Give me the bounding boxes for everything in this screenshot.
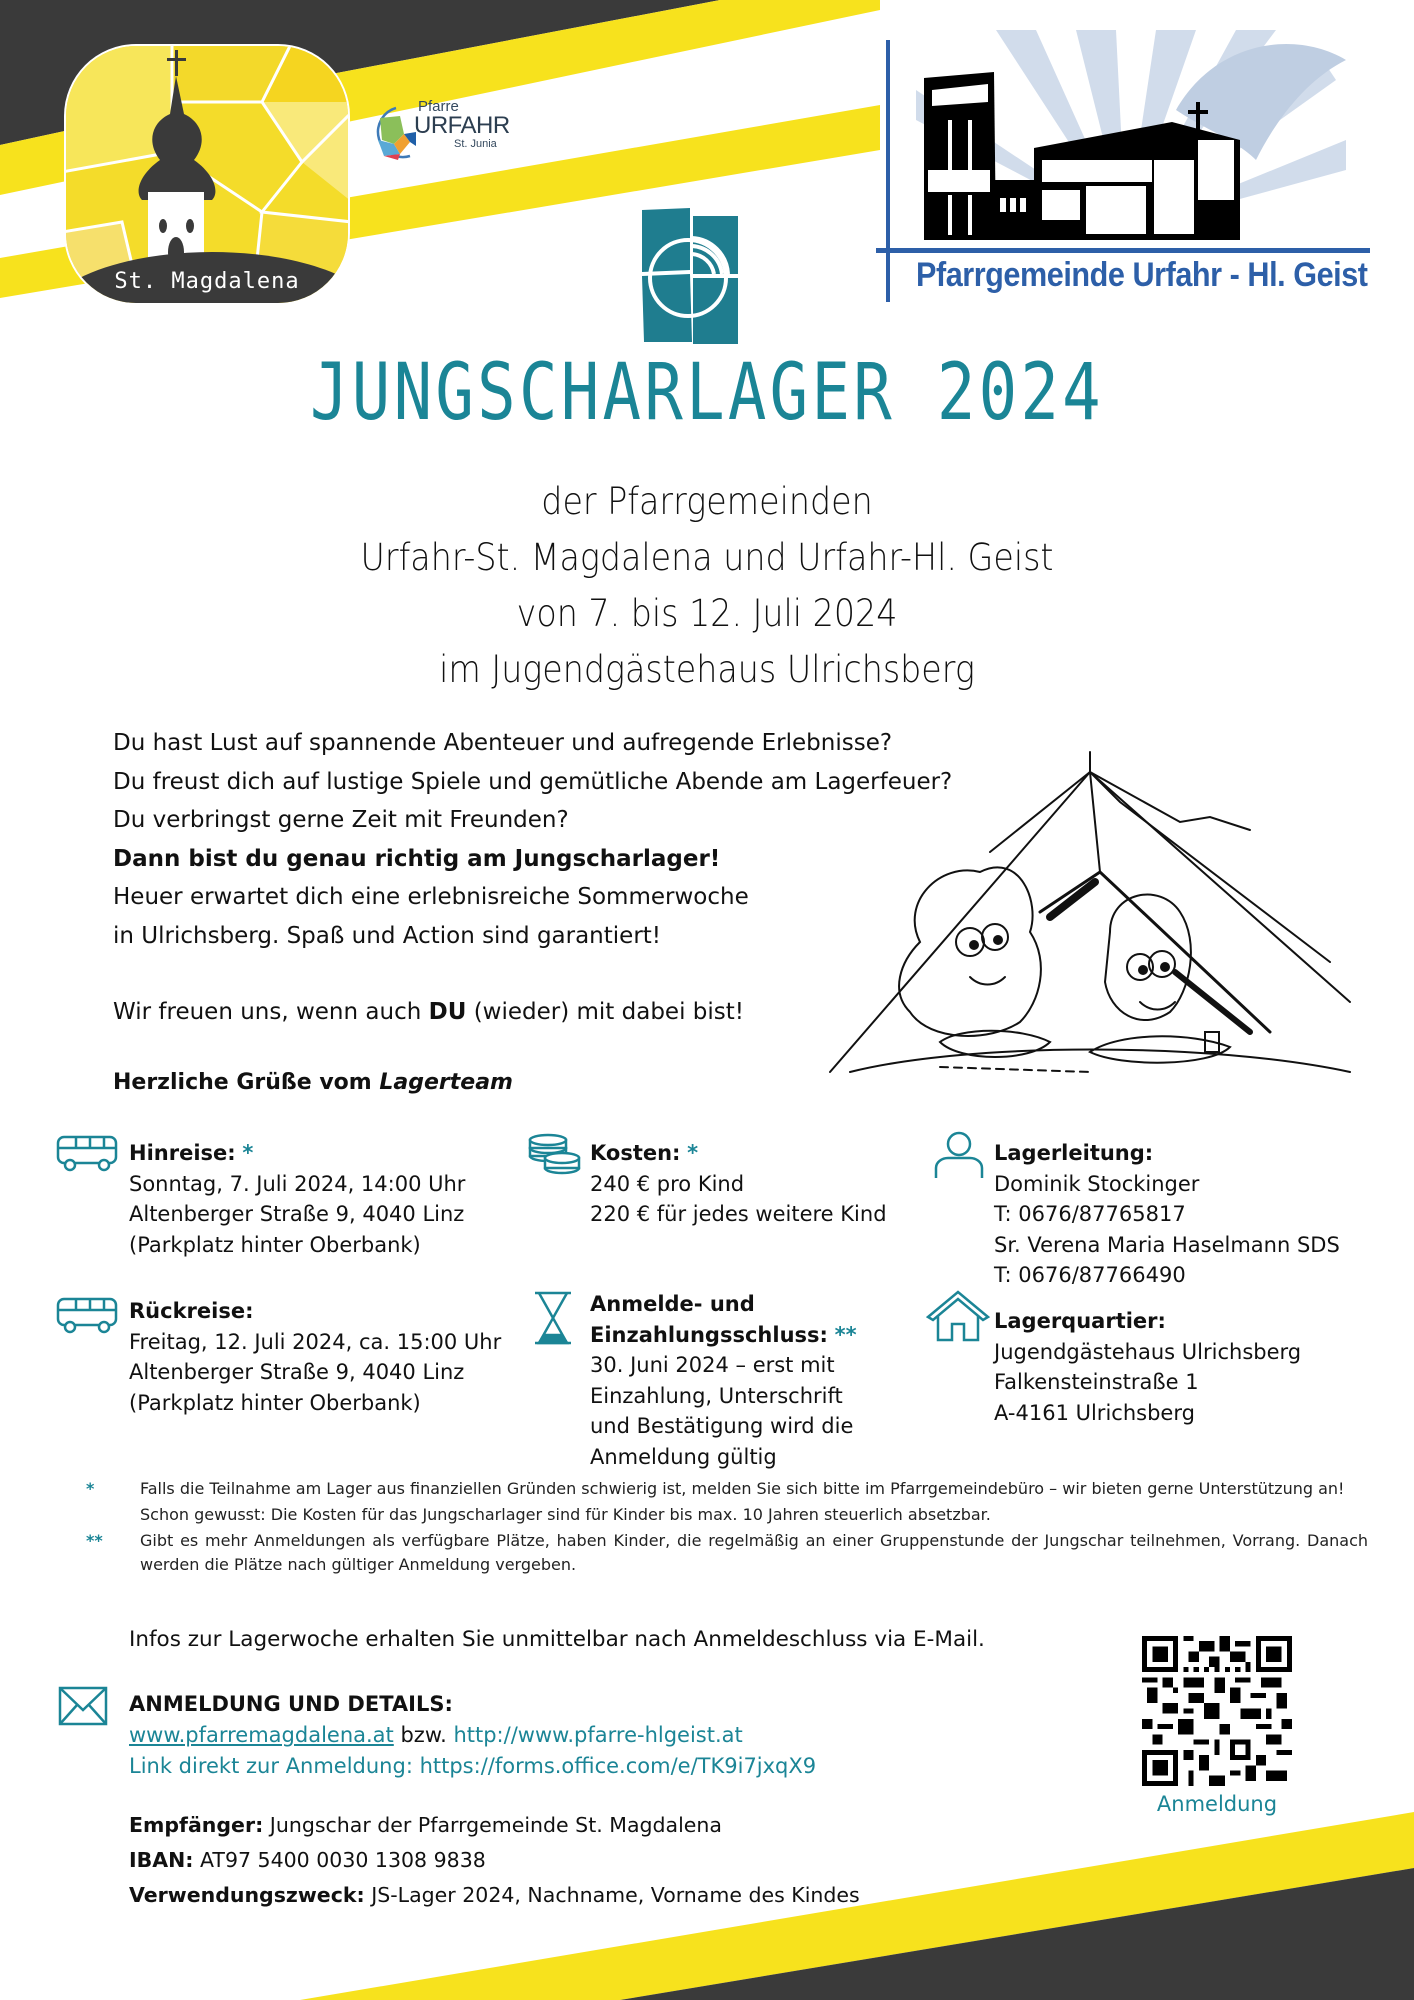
bank-recipient [129,1808,860,1843]
qr-code-label: Anmeldung [1156,1792,1278,1816]
intro-question-1: Du hast Lust auf spannende Abenteuer und aufregende Erlebnisse? [113,730,893,756]
lagerquartier-label: Lagerquartier: [994,1309,1166,1333]
urfahr-logo-line1: Pfarre [418,98,459,115]
lagerquartier-city: A-4161 Ulrichsberg [994,1400,1195,1425]
hinreise-footnote-mark: * [242,1141,254,1165]
bank-iban [129,1843,860,1878]
logo-pfarrgemeinde-hl-geist [876,30,1372,310]
bank-purpose [129,1878,860,1913]
rueckreise-note: (Parkplatz hinter Oberbank) [129,1390,421,1415]
hinreise-address: Altenberger Straße 9, 4040 Linz [129,1202,465,1226]
info-anmeldeschluss [590,1289,857,1472]
link-pfarremagdalena[interactable]: www.pfarremagdalena.at [129,1723,394,1747]
anmeldeschluss-footnote-mark: ** [834,1322,857,1347]
welcome-post: (wieder) mit dabei bist! [466,999,744,1025]
footnotes [86,1477,1368,1577]
hourglass-icon [533,1290,573,1346]
intro-paragraph-2: in Ulrichsberg. Spaß und Action sind garantiert! [113,922,662,949]
link-registration-form[interactable]: https://forms.office.com/e/TK9i7jxqX9 [419,1754,817,1778]
anmeldeschluss-line-4: Anmeldung gültig [590,1444,777,1469]
lagerquartier-street: Falkensteinstraße 1 [994,1370,1199,1394]
bank-recipient-label: Empfänger: [129,1813,264,1837]
subtitle-line-dates: von 7. bis 12. Juli 2024 [516,592,898,635]
info-email-note: Infos zur Lagerwoche erhalten Sie unmittelbar nach Anmeldeschluss via E-Mail. [129,1627,985,1652]
subtitle-line-names: Urfahr-St. Magdalena und Urfahr-Hl. Geist [360,536,1054,579]
welcome-bold: DU [428,999,467,1025]
info-rueckreise [129,1296,501,1418]
anmeldeschluss-line-3: und Bestätigung wird die [590,1414,854,1438]
footnote-2-mark: ** [86,1531,103,1550]
link-pfarre-hlgeist[interactable]: http://www.pfarre-hlgeist.at [453,1723,743,1747]
kosten-sibling-price: 220 € für jedes weitere Kind [590,1202,887,1226]
contact-heading: ANMELDUNG UND DETAILS: [129,1692,453,1716]
kosten-price: 240 € pro Kind [590,1171,745,1196]
hl-geist-logo-caption: Pfarrgemeinde Urfahr - Hl. Geist [916,256,1368,294]
bus-icon [56,1135,118,1173]
contact-separator: bzw. [393,1723,454,1747]
greeting-team: Lagerteam [379,1070,513,1095]
kosten-footnote-mark: * [687,1141,699,1165]
lagerleitung-phone-2[interactable]: T: 0676/87766490 [994,1263,1186,1287]
bank-iban-label: IBAN: [129,1848,194,1872]
anmeldeschluss-line-2: Einzahlung, Unterschrift [590,1383,843,1408]
anmeldeschluss-line-1: 30. Juni 2024 – erst mit [590,1353,835,1377]
bank-recipient-value: Jungschar der Pfarrgemeinde St. Magdalena [263,1813,722,1837]
coins-icon [524,1130,582,1176]
contact-section [129,1689,816,1782]
intro-question-2: Du freust dich auf lustige Spiele und gemütliche Abende am Lagerfeuer? [113,768,953,795]
subtitle-line-location: im Jugendgästehaus Ulrichsberg [439,648,975,691]
direct-link-label: Link direkt zur Anmeldung: [129,1754,420,1778]
rueckreise-label: Rückreise: [129,1299,254,1323]
lagerleitung-phone-1[interactable]: T: 0676/87765817 [994,1202,1186,1226]
page-title: JUNGSCHARLAGER 2024 [310,348,1104,438]
footnote-1-mark: * [86,1479,95,1498]
lagerleitung-name-1: Dominik Stockinger [994,1171,1200,1196]
bank-iban-value: AT97 5400 0030 1308 9838 [193,1848,486,1872]
hinreise-note: (Parkplatz hinter Oberbank) [129,1232,421,1257]
logo-st-magdalena [62,42,352,307]
urfahr-logo-line2: URFAHR [414,112,510,139]
subtitle [71,474,1344,698]
greeting [113,1070,513,1095]
footnote-2-text: Gibt es mehr Anmeldungen als verfügbare Plätze, haben Kinder, die regelmäßig an einer Gruppenstunde der Jungschar teilnehmen, Vorrang. Danach werden die Plätze nach gültiger Anmeldung vergeben. [140,1531,1368,1574]
hinreise-label: Hinreise: [129,1141,236,1165]
lagerquartier-name: Jugendgästehaus Ulrichsberg [994,1339,1302,1364]
lagerleitung-label: Lagerleitung: [994,1141,1154,1165]
footnote-1 [86,1477,1368,1501]
anmeldeschluss-label-1: Anmelde- und [590,1292,755,1316]
rueckreise-address: Altenberger Straße 9, 4040 Linz [129,1360,465,1384]
bank-details [129,1808,860,1913]
footnote-2 [86,1529,1368,1577]
info-lagerleitung [994,1138,1340,1291]
logo-jungschar [640,208,740,344]
bus-icon [56,1297,118,1335]
person-icon [934,1130,984,1180]
tent-illustration [790,742,1380,1082]
footnote-1-tax-note: Schon gewusst: Die Kosten für das Jungscharlager sind für Kinder bis max. 10 Jahren steuerlich absetzbar. [140,1505,991,1524]
urfahr-logo-line3: St. Junia [454,138,497,150]
intro-question-3: Du verbringst gerne Zeit mit Freunden? [113,807,569,833]
anmeldeschluss-label-2: Einzahlungsschluss: [590,1322,828,1347]
logo-pfarre-urfahr [370,98,520,178]
greeting-text: Herzliche Grüße vom [113,1070,380,1095]
hinreise-date: Sonntag, 7. Juli 2024, 14:00 Uhr [129,1171,466,1196]
intro-bold-statement: Dann bist du genau richtig am Jungscharlager! [113,845,721,872]
welcome-pre: Wir freuen uns, wenn auch [113,999,429,1025]
lagerleitung-name-2: Sr. Verena Maria Haselmann SDS [994,1232,1340,1257]
intro-paragraph-1: Heuer erwartet dich eine erlebnisreiche Sommerwoche [113,884,749,910]
kosten-label: Kosten: [590,1141,681,1165]
bank-purpose-value: JS-Lager 2024, Nachname, Vorname des Kindes [364,1883,860,1907]
info-kosten [590,1138,887,1230]
rueckreise-date: Freitag, 12. Juli 2024, ca. 15:00 Uhr [129,1329,502,1354]
subtitle-line-parishes: der Pfarrgemeinden [541,480,873,523]
footnote-1-text: Falls die Teilnahme am Lager aus finanziellen Gründen schwierig ist, melden Sie sich bitte im Pfarrgemeindebüro – wir bieten gerne Unterstützung an! [140,1479,1345,1498]
house-icon [926,1290,990,1342]
envelope-icon [58,1686,108,1726]
magdalena-logo-label: St. Magdalena [114,269,300,294]
bank-purpose-label: Verwendungszweck: [129,1883,365,1907]
info-hinreise [129,1138,465,1260]
info-lagerquartier [994,1306,1301,1428]
qr-code-registration[interactable] [1142,1636,1292,1791]
